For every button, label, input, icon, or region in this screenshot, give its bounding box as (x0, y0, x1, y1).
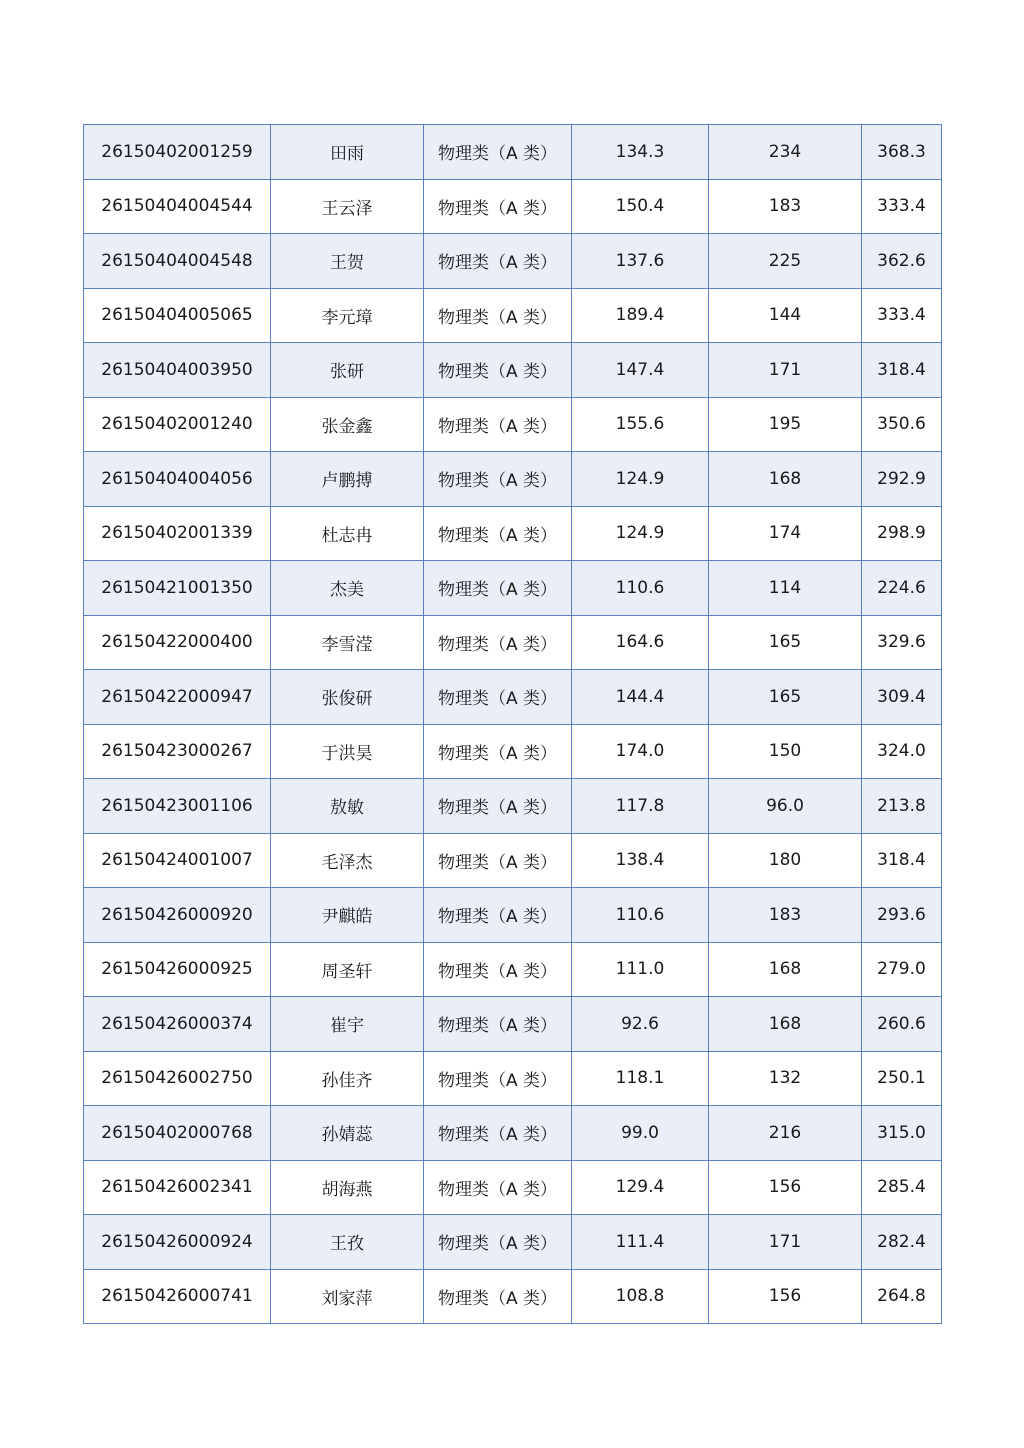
exam-id-cell: 26150426000374 (84, 997, 271, 1052)
category-cell: 物理类（A 类） (424, 670, 572, 725)
total-score-cell: 250.1 (862, 1051, 942, 1106)
total-score-cell: 224.6 (862, 561, 942, 616)
total-score-cell: 264.8 (862, 1269, 942, 1324)
total-score-cell: 292.9 (862, 452, 942, 507)
table-row (84, 561, 942, 616)
score-2-cell: 183 (709, 179, 862, 234)
exam-id-cell: 26150426002341 (84, 1160, 271, 1215)
exam-id-cell: 26150402001240 (84, 397, 271, 452)
total-score-cell: 315.0 (862, 1106, 942, 1161)
category-cell: 物理类（A 类） (424, 1160, 572, 1215)
category-cell: 物理类（A 类） (424, 942, 572, 997)
student-name-cell: 杰美 (271, 561, 424, 616)
score-2-cell: 165 (709, 615, 862, 670)
score-1-cell: 110.6 (572, 561, 709, 616)
total-score-cell: 368.3 (862, 125, 942, 180)
student-name-cell: 卢鹏搏 (271, 452, 424, 507)
score-1-cell: 147.4 (572, 343, 709, 398)
student-name-cell: 孙佳齐 (271, 1051, 424, 1106)
total-score-cell: 285.4 (862, 1160, 942, 1215)
total-score-cell: 213.8 (862, 779, 942, 834)
student-name-cell: 周圣轩 (271, 942, 424, 997)
student-name-cell: 李雪滢 (271, 615, 424, 670)
total-score-cell: 293.6 (862, 888, 942, 943)
student-name-cell: 崔宇 (271, 997, 424, 1052)
score-table-body (84, 125, 942, 1324)
student-name-cell: 田雨 (271, 125, 424, 180)
student-name-cell: 孙婧蕊 (271, 1106, 424, 1161)
score-1-cell: 111.0 (572, 942, 709, 997)
table-row (84, 343, 942, 398)
score-2-cell: 165 (709, 670, 862, 725)
total-score-cell: 309.4 (862, 670, 942, 725)
score-1-cell: 134.3 (572, 125, 709, 180)
score-1-cell: 138.4 (572, 833, 709, 888)
student-name-cell: 敖敏 (271, 779, 424, 834)
score-1-cell: 108.8 (572, 1269, 709, 1324)
table-row (84, 1160, 942, 1215)
student-name-cell: 刘家萍 (271, 1269, 424, 1324)
category-cell: 物理类（A 类） (424, 997, 572, 1052)
total-score-cell: 333.4 (862, 288, 942, 343)
exam-id-cell: 26150404004544 (84, 179, 271, 234)
table-row (84, 1215, 942, 1270)
score-2-cell: 171 (709, 343, 862, 398)
exam-id-cell: 26150422000947 (84, 670, 271, 725)
exam-id-cell: 26150426000741 (84, 1269, 271, 1324)
score-2-cell: 171 (709, 1215, 862, 1270)
category-cell: 物理类（A 类） (424, 1106, 572, 1161)
table-row (84, 179, 942, 234)
table-row (84, 833, 942, 888)
score-1-cell: 92.6 (572, 997, 709, 1052)
exam-id-cell: 26150426000920 (84, 888, 271, 943)
table-row (84, 670, 942, 725)
score-2-cell: 180 (709, 833, 862, 888)
score-2-cell: 168 (709, 942, 862, 997)
table-row (84, 615, 942, 670)
student-name-cell: 张研 (271, 343, 424, 398)
score-2-cell: 114 (709, 561, 862, 616)
exam-id-cell: 26150404005065 (84, 288, 271, 343)
table-row (84, 1051, 942, 1106)
table-row (84, 452, 942, 507)
category-cell: 物理类（A 类） (424, 179, 572, 234)
total-score-cell: 318.4 (862, 833, 942, 888)
score-table (83, 124, 942, 1324)
category-cell: 物理类（A 类） (424, 288, 572, 343)
score-2-cell: 195 (709, 397, 862, 452)
category-cell: 物理类（A 类） (424, 397, 572, 452)
score-2-cell: 216 (709, 1106, 862, 1161)
table-row (84, 1269, 942, 1324)
table-row (84, 888, 942, 943)
table-row (84, 997, 942, 1052)
exam-id-cell: 26150404004056 (84, 452, 271, 507)
score-2-cell: 225 (709, 234, 862, 289)
table-row (84, 506, 942, 561)
category-cell: 物理类（A 类） (424, 125, 572, 180)
exam-id-cell: 26150423000267 (84, 724, 271, 779)
exam-id-cell: 26150426000925 (84, 942, 271, 997)
score-2-cell: 156 (709, 1160, 862, 1215)
score-1-cell: 111.4 (572, 1215, 709, 1270)
score-2-cell: 234 (709, 125, 862, 180)
category-cell: 物理类（A 类） (424, 452, 572, 507)
student-name-cell: 王云泽 (271, 179, 424, 234)
score-1-cell: 117.8 (572, 779, 709, 834)
student-name-cell: 张俊研 (271, 670, 424, 725)
score-1-cell: 110.6 (572, 888, 709, 943)
score-1-cell: 189.4 (572, 288, 709, 343)
category-cell: 物理类（A 类） (424, 888, 572, 943)
student-name-cell: 李元璋 (271, 288, 424, 343)
table-row (84, 779, 942, 834)
total-score-cell: 260.6 (862, 997, 942, 1052)
total-score-cell: 324.0 (862, 724, 942, 779)
student-name-cell: 胡海燕 (271, 1160, 424, 1215)
category-cell: 物理类（A 类） (424, 1269, 572, 1324)
table-row (84, 125, 942, 180)
category-cell: 物理类（A 类） (424, 1215, 572, 1270)
category-cell: 物理类（A 类） (424, 615, 572, 670)
table-row (84, 942, 942, 997)
score-1-cell: 124.9 (572, 452, 709, 507)
category-cell: 物理类（A 类） (424, 833, 572, 888)
category-cell: 物理类（A 类） (424, 343, 572, 398)
table-row (84, 724, 942, 779)
score-2-cell: 150 (709, 724, 862, 779)
exam-id-cell: 26150423001106 (84, 779, 271, 834)
score-1-cell: 137.6 (572, 234, 709, 289)
total-score-cell: 350.6 (862, 397, 942, 452)
score-2-cell: 174 (709, 506, 862, 561)
category-cell: 物理类（A 类） (424, 724, 572, 779)
exam-id-cell: 26150402001259 (84, 125, 271, 180)
score-1-cell: 118.1 (572, 1051, 709, 1106)
score-2-cell: 144 (709, 288, 862, 343)
exam-id-cell: 26150402001339 (84, 506, 271, 561)
category-cell: 物理类（A 类） (424, 506, 572, 561)
score-2-cell: 96.0 (709, 779, 862, 834)
category-cell: 物理类（A 类） (424, 561, 572, 616)
student-name-cell: 张金鑫 (271, 397, 424, 452)
score-1-cell: 174.0 (572, 724, 709, 779)
score-1-cell: 144.4 (572, 670, 709, 725)
total-score-cell: 333.4 (862, 179, 942, 234)
student-name-cell: 王孜 (271, 1215, 424, 1270)
score-2-cell: 168 (709, 997, 862, 1052)
student-name-cell: 杜志冉 (271, 506, 424, 561)
student-name-cell: 王贺 (271, 234, 424, 289)
student-name-cell: 尹麒皓 (271, 888, 424, 943)
exam-id-cell: 26150424001007 (84, 833, 271, 888)
score-2-cell: 132 (709, 1051, 862, 1106)
total-score-cell: 279.0 (862, 942, 942, 997)
total-score-cell: 362.6 (862, 234, 942, 289)
score-1-cell: 129.4 (572, 1160, 709, 1215)
exam-id-cell: 26150422000400 (84, 615, 271, 670)
score-1-cell: 124.9 (572, 506, 709, 561)
score-1-cell: 150.4 (572, 179, 709, 234)
student-name-cell: 于洪昊 (271, 724, 424, 779)
exam-id-cell: 26150426002750 (84, 1051, 271, 1106)
exam-id-cell: 26150402000768 (84, 1106, 271, 1161)
total-score-cell: 329.6 (862, 615, 942, 670)
table-row (84, 288, 942, 343)
total-score-cell: 282.4 (862, 1215, 942, 1270)
table-row (84, 1106, 942, 1161)
exam-id-cell: 26150404004548 (84, 234, 271, 289)
score-2-cell: 183 (709, 888, 862, 943)
score-1-cell: 155.6 (572, 397, 709, 452)
exam-id-cell: 26150421001350 (84, 561, 271, 616)
score-2-cell: 156 (709, 1269, 862, 1324)
score-1-cell: 99.0 (572, 1106, 709, 1161)
student-name-cell: 毛泽杰 (271, 833, 424, 888)
table-row (84, 234, 942, 289)
exam-id-cell: 26150404003950 (84, 343, 271, 398)
score-2-cell: 168 (709, 452, 862, 507)
table-row (84, 397, 942, 452)
category-cell: 物理类（A 类） (424, 234, 572, 289)
score-1-cell: 164.6 (572, 615, 709, 670)
category-cell: 物理类（A 类） (424, 779, 572, 834)
total-score-cell: 318.4 (862, 343, 942, 398)
exam-id-cell: 26150426000924 (84, 1215, 271, 1270)
category-cell: 物理类（A 类） (424, 1051, 572, 1106)
total-score-cell: 298.9 (862, 506, 942, 561)
